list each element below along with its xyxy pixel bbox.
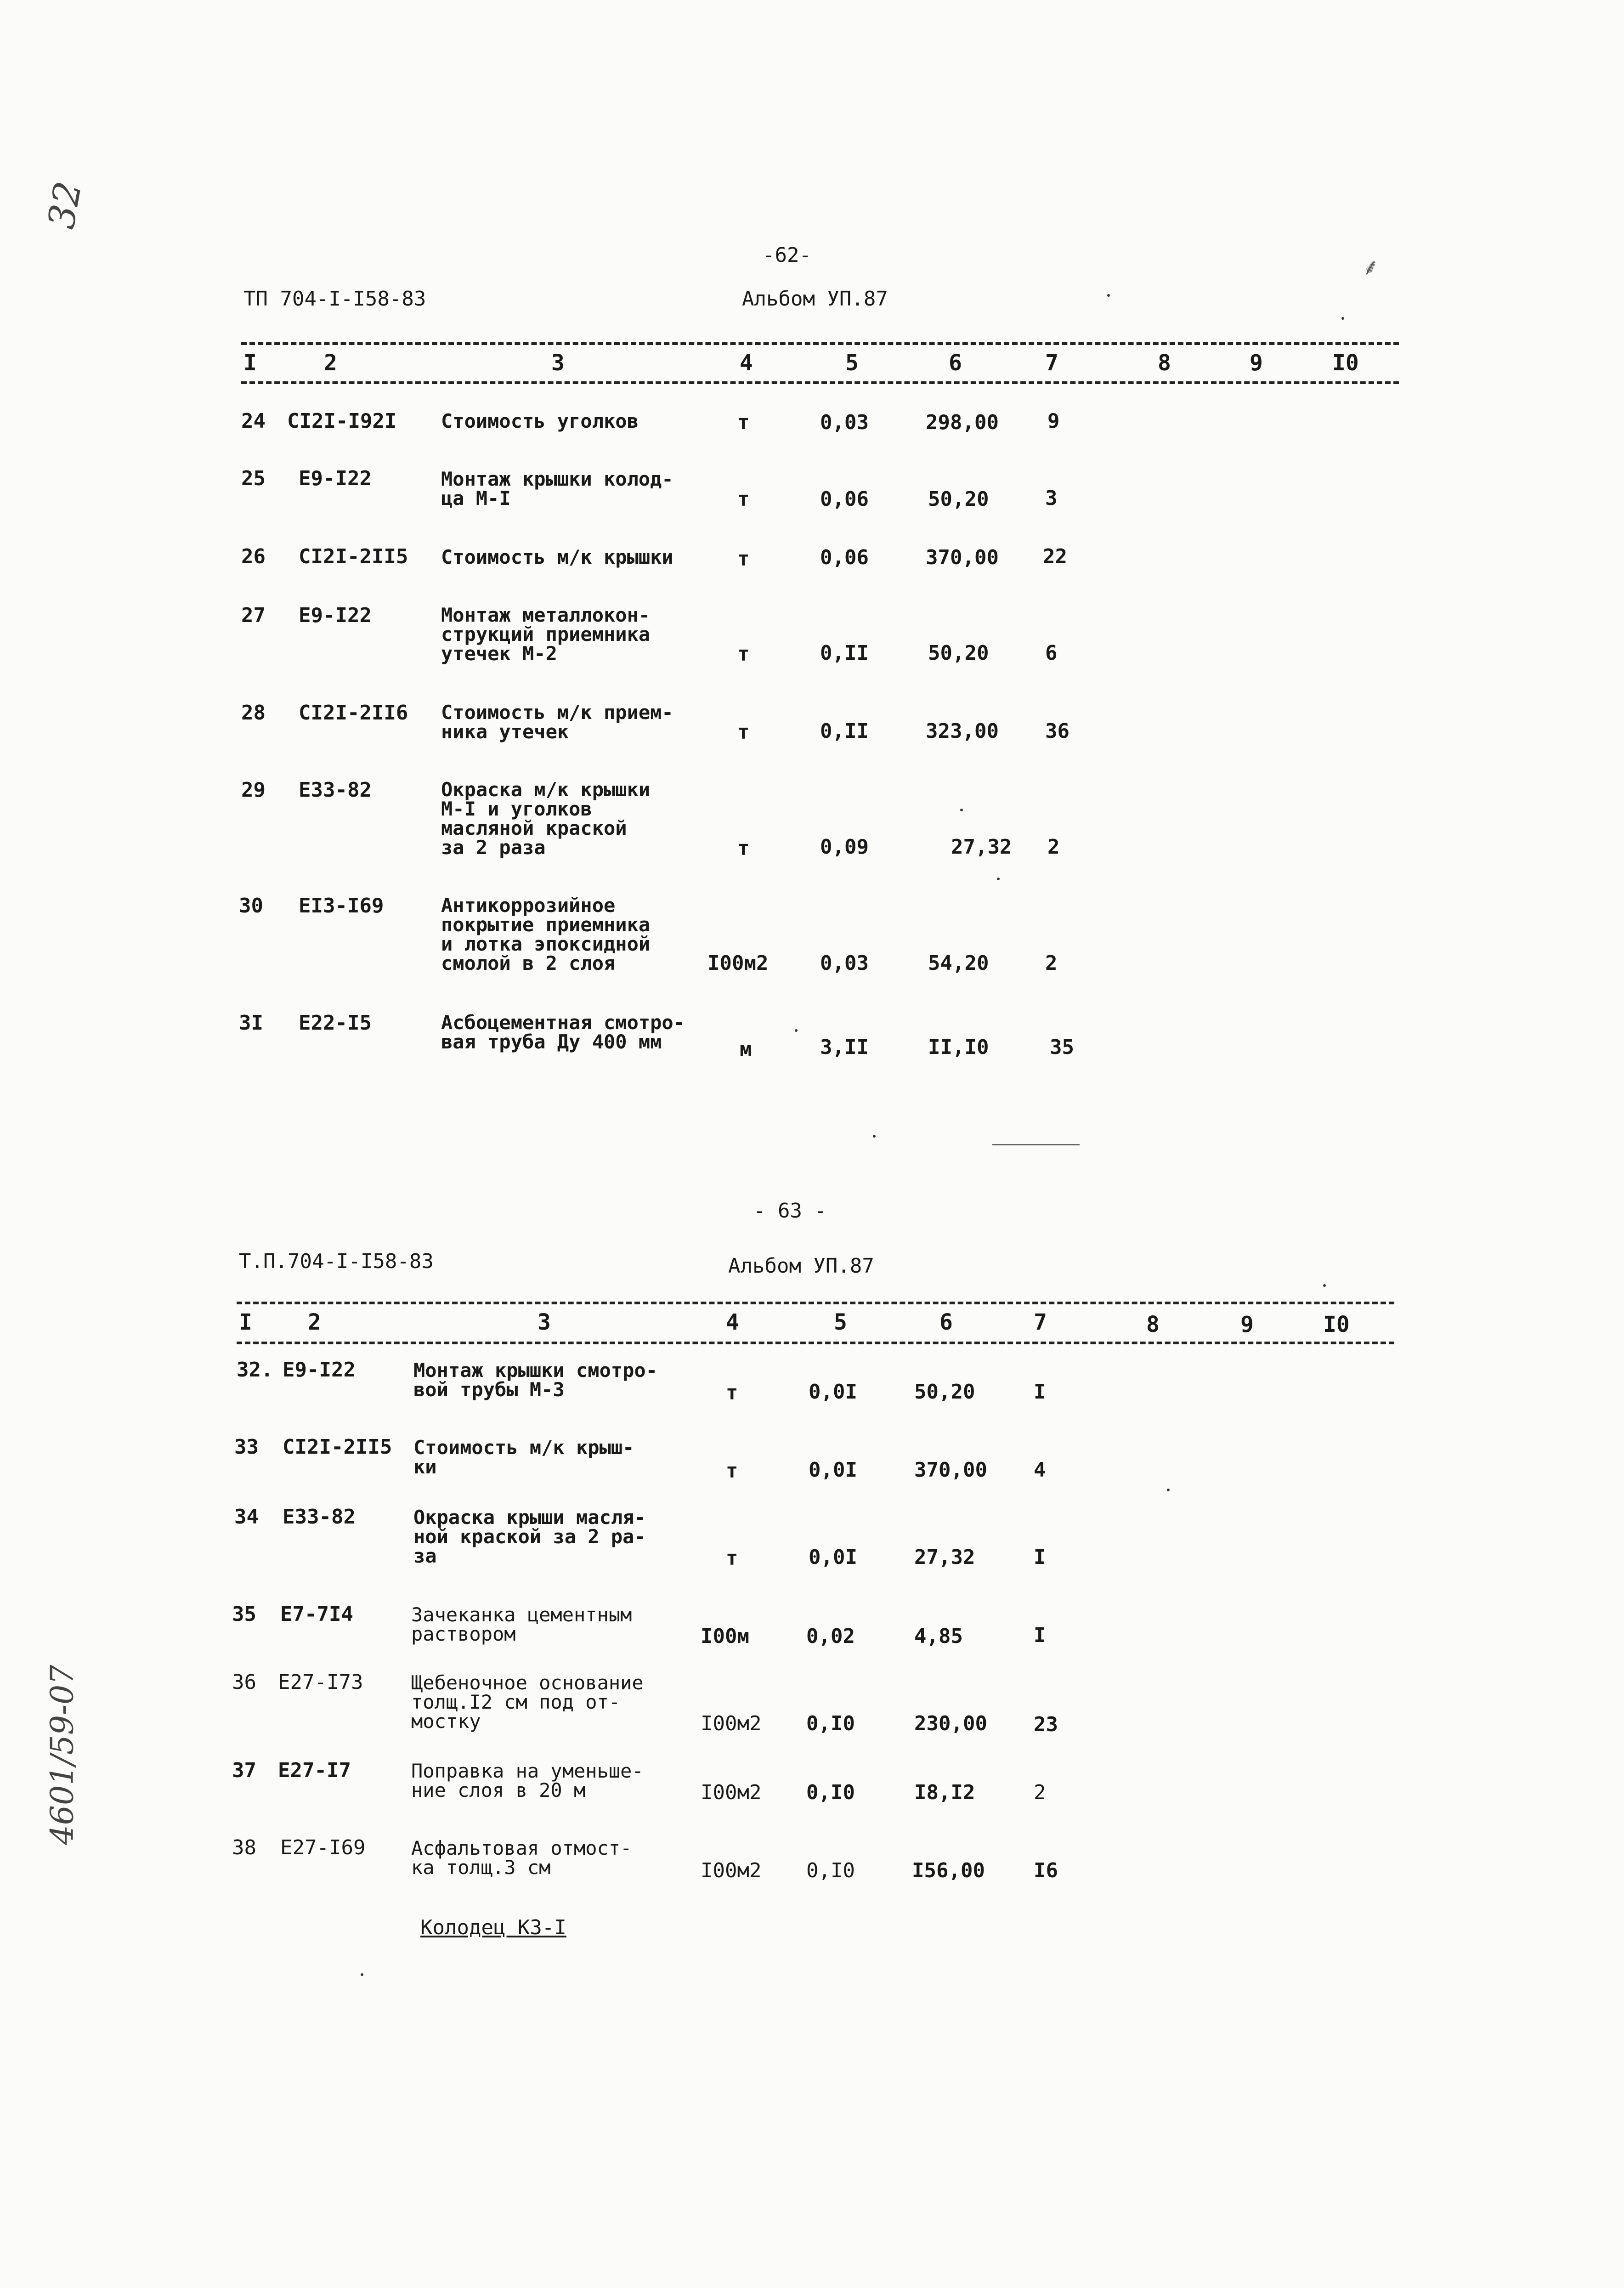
row-code: CI2I-I92I [287,409,397,433]
row-total: 9 [1047,409,1060,433]
row-code: E22-I5 [299,1011,372,1035]
row-code: E27-I69 [280,1836,366,1859]
row-price: 50,20 [928,487,989,511]
header-rule-bottom-62 [241,381,1399,384]
row-code: E27-I7 [278,1759,351,1782]
row-price: I8,I2 [914,1781,975,1804]
col-header: 8 [1146,1312,1160,1337]
row-description: Зачеканка цементным раствором [411,1603,632,1645]
row-total: 35 [1050,1036,1074,1059]
row-code: CI2I-2II6 [299,701,408,725]
col-header: 3 [538,1309,551,1335]
row-price: 370,00 [926,546,999,569]
col-header: 6 [939,1309,953,1335]
row-code: E9-I22 [283,1358,356,1382]
row-unit: т [726,1546,738,1570]
row-unit: т [737,411,750,434]
scan-speck [960,809,963,811]
row-unit: I00м2 [701,1859,762,1882]
doc-code-62: ТП 704-I-I58-83 [243,287,426,311]
row-total: 6 [1045,641,1058,665]
scan-speck [1323,1284,1326,1287]
col-header: I0 [1332,350,1359,376]
row-number: 3I [239,1011,263,1035]
row-quantity: 0,0I [809,1380,857,1404]
section-footer: Колодец КЗ-I [420,1916,566,1939]
row-number: 35 [232,1603,256,1626]
row-unit: т [726,1381,738,1405]
row-number: 28 [241,701,266,725]
row-unit: I00м2 [701,1781,762,1804]
scan-speck [1107,294,1110,297]
row-total: 2 [1034,1781,1046,1804]
col-header: 5 [845,350,859,376]
row-number: 27 [241,604,266,627]
row-code: E7-7I4 [280,1603,353,1626]
col-header: 4 [740,350,753,376]
col-header: 9 [1250,350,1263,376]
row-number: 38 [232,1836,256,1859]
col-header: 3 [551,350,565,376]
row-total: 4 [1034,1458,1046,1482]
row-description: Асбоцементная смотро- вая труба Ду 400 мм [441,1011,685,1053]
page-number-63: - 63 - [753,1199,826,1223]
row-total: I6 [1034,1859,1058,1882]
row-description: Монтаж металлокон- струкций приемника утечек М-2 [441,604,651,665]
row-price: 27,32 [951,835,1012,859]
col-header: 2 [324,350,337,376]
row-quantity: 3,II [820,1036,869,1059]
row-price: 370,00 [914,1458,987,1482]
row-quantity: 0,I0 [806,1781,855,1804]
row-price: 50,20 [914,1380,975,1404]
scan-speck [873,1135,876,1138]
row-quantity: 0,I0 [806,1859,855,1882]
row-description: Окраска крыши масля- ной краской за 2 ра- за [413,1506,646,1567]
col-header: 8 [1158,350,1171,376]
corner-mark: ⸙ [1362,254,1380,280]
row-quantity: 0,09 [820,835,869,859]
row-unit: т [726,1459,738,1483]
row-number: 32. [237,1358,273,1382]
col-header: I0 [1323,1312,1350,1337]
row-code: EI3-I69 [299,894,384,917]
row-price: 54,20 [928,951,989,975]
row-description: Окраска м/к крышки М-I и уголков масляной краской за 2 раза [441,778,651,859]
row-number: 36 [232,1671,256,1694]
row-description: Стоимость м/к прием- ника утечек [441,701,673,743]
margin-page-number: 32 [40,178,90,232]
row-total: I [1034,1546,1046,1569]
row-code: E9-I22 [299,467,372,490]
row-number: 37 [232,1759,256,1782]
row-unit: т [737,837,750,860]
margin-archive-number: 4601/59-07 [44,1665,81,1845]
col-header: 7 [1034,1309,1047,1335]
row-code: E9-I22 [299,604,372,627]
row-number: 25 [241,467,266,490]
row-quantity: 0,06 [820,487,869,511]
row-quantity: 0,I0 [806,1712,855,1735]
row-quantity: 0,03 [820,411,869,434]
col-header: 9 [1240,1312,1254,1337]
row-code: CI2I-2II5 [299,545,408,568]
col-header: 2 [308,1309,321,1335]
page-separator [992,1144,1080,1145]
row-description: Антикоррозийное покрытие приемника и лотка эпоксидной смолой в 2 слоя [441,894,651,974]
row-price: I56,00 [912,1859,985,1882]
col-header: 7 [1045,350,1058,376]
row-total: I [1034,1624,1046,1647]
row-description: Монтаж крышки колод- ца М-I [441,468,673,510]
row-code: E27-I73 [278,1671,363,1694]
row-unit: I00м2 [701,1712,762,1735]
row-description: Монтаж крышки смотро- вой трубы М-3 [413,1359,658,1401]
row-price: 50,20 [928,641,989,665]
row-description: Стоимость м/к крышки [441,546,673,568]
row-description: Поправка на уменьше- ние слоя в 20 м [411,1760,644,1801]
row-description: Щебеночное основание толщ.I2 см под от- мостку [411,1671,644,1733]
row-unit: т [737,720,750,744]
header-rule-top-62 [241,342,1399,345]
row-total: 2 [1047,835,1060,859]
row-description: Асфальтовая отмост- ка толщ.3 см [411,1837,632,1879]
page-number-62: -62- [763,244,811,267]
scan-speck [1341,317,1344,320]
scan-speck [997,878,1000,880]
album-62: Альбом УП.87 [742,287,888,311]
scan-speck [795,1029,798,1032]
row-price: 27,32 [914,1546,975,1569]
col-header: I [243,350,257,376]
row-quantity: 0,0I [809,1546,857,1569]
row-code: CI2I-2II5 [283,1435,392,1459]
row-total: 2 [1045,951,1058,975]
row-total: 23 [1034,1713,1058,1736]
row-description: Стоимость м/к крыш- ки [413,1436,634,1478]
row-number: 30 [239,894,263,917]
scan-speck [1167,1489,1170,1491]
row-unit: т [737,642,750,666]
row-number: 29 [241,778,266,802]
row-price: 298,00 [926,411,999,434]
col-header: 4 [726,1309,739,1335]
row-quantity: 0,0I [809,1458,857,1482]
row-total: 22 [1043,545,1067,568]
row-number: 34 [234,1505,259,1529]
header-rule-top-63 [237,1302,1394,1304]
doc-code-63: Т.П.704-I-I58-83 [239,1250,434,1273]
row-code: E33-82 [299,778,372,802]
row-unit: т [737,487,750,511]
row-number: 33 [234,1435,259,1459]
row-quantity: 0,II [820,641,869,665]
row-price: 323,00 [926,719,999,743]
row-quantity: 0,03 [820,951,869,975]
col-header: I [239,1309,252,1335]
row-total: 3 [1045,487,1058,510]
row-number: 24 [241,409,266,433]
row-quantity: 0,II [820,719,869,743]
col-header: 6 [949,350,962,376]
row-quantity: 0,02 [806,1625,855,1648]
row-number: 26 [241,545,266,568]
row-unit: I00м2 [707,951,769,975]
row-unit: I00м [701,1625,749,1648]
scan-speck [361,1973,363,1976]
album-63: Альбом УП.87 [728,1254,874,1278]
row-unit: м [740,1037,752,1061]
row-price: II,I0 [928,1036,989,1059]
col-header: 5 [834,1309,847,1335]
row-price: 230,00 [914,1712,987,1735]
row-unit: т [737,547,750,571]
row-total: I [1034,1380,1046,1404]
header-rule-bottom-63 [237,1342,1394,1344]
row-total: 36 [1045,719,1069,743]
row-description: Стоимость уголков [441,410,639,432]
row-price: 4,85 [914,1625,963,1648]
row-code: E33-82 [283,1505,356,1529]
row-quantity: 0,06 [820,546,869,569]
